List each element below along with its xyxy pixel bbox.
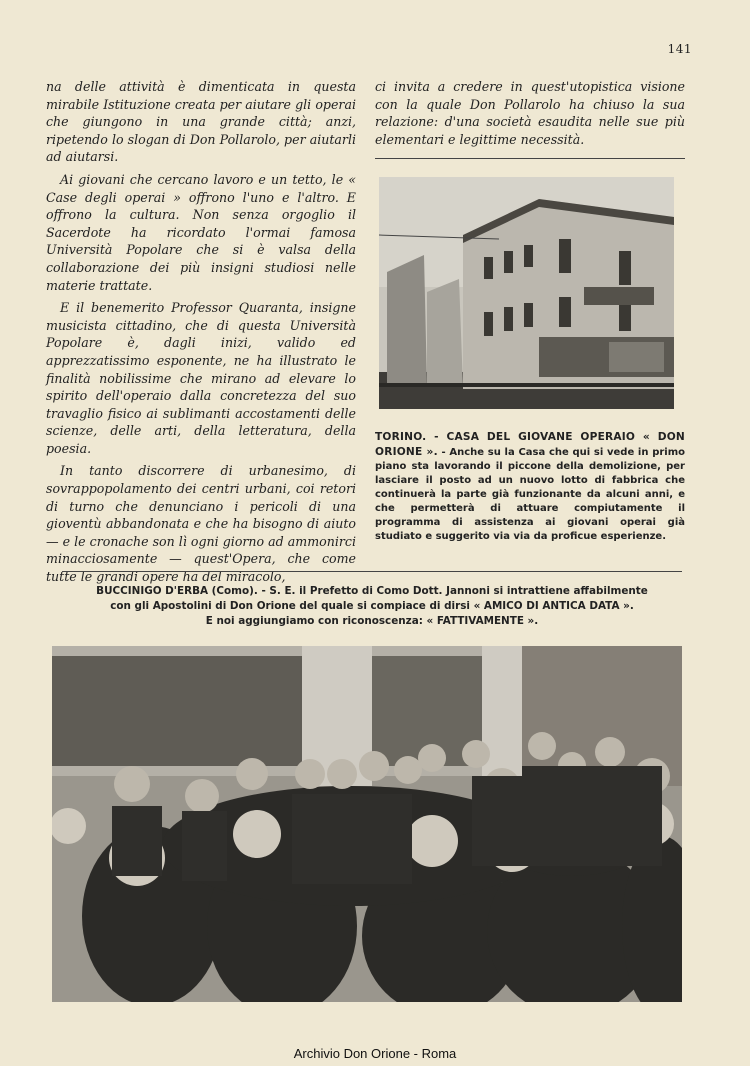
paragraph: In tanto discorrere di urbanesimo, di sovrappopolamento dei centri urbani, coi retori di turno che denunciano i pericoli di una gioventù abbandonata e che ha bisogno di aiuto — e le cronache son lì ogni giorno ad ammonirci minacciosamente — quest'Opera, che come tutte le grandi opere ha del miracolo, <box>46 463 356 585</box>
archive-credit: Archivio Don Orione - Roma <box>293 1046 457 1061</box>
group-photo-caption <box>62 584 682 629</box>
paragraph: Ai giovani che cercano lavoro e un tetto, le « Case degli operai » offrono l'uno e l'altro. E offrono la cultura. Non senza orgoglio il Sacerdote ha ricordato l'ormai famosa Università Popolare che si è valsa della collaborazione dei più insigni studiosi nelle materie trattate. <box>46 171 356 293</box>
paragraph: na delle attività è dimenticata in questa mirabile Istituzione creata per aiutare gli operai che giungono in una grande città; anzi, ripetendo lo slogan di Don Pollarolo, per aiutarli ad aiutarsi. <box>46 79 356 165</box>
caption-line: E noi aggiungiamo con riconoscenza: « FATTIVAMENTE ». <box>205 615 539 627</box>
page-number: 141 <box>667 42 692 56</box>
group-photo <box>52 646 682 1002</box>
caption-lead: TORINO. - CASA DEL GIOVANE OPERAIO « DON ORIONE ». <box>375 431 685 458</box>
building-photo <box>379 177 674 409</box>
building-photo-caption <box>375 430 685 544</box>
left-text-column <box>46 78 356 591</box>
paragraph: E il benemerito Professor Quaranta, insigne musicista cittadino, che di questa Università Popolare è, dagli inizi, valido ed apprezzatissimo esponente, ne ha illustrato le finalità nobilissime che mirano ad elevare lo spirito dell'operaio dalla concretezza del suo travaglio fisico ai sublimanti accostamenti delle scienze, delle arti, della letteratura, della poesia. <box>46 300 356 456</box>
caption-line: BUCCINIGO D'ERBA (Como). - S. E. il Prefetto di Como Dott. Jannoni si intrattiene affabilmente <box>96 585 648 597</box>
divider <box>62 571 682 572</box>
caption-body: - Anche su la Casa che qui si vede in primo piano sta lavorando il piccone della demolizione, per lasciare il posto ad un nuovo lotto di fabbrica che continuerà la parte già funzionante da alcuni anni, e che permetterà di attuare compiutamente il programma di assistenza ai giovani operai già studiato e suggerito via via da proficue esperienze. <box>375 447 685 542</box>
right-text-column: ci invita a credere in quest'utopistica visione con la quale Don Pollarolo ha chiuso la sua relazione: d'una società esaudita nelle sue più elementari e legittime necessità. <box>375 79 685 147</box>
divider <box>375 158 685 159</box>
caption-line: con gli Apostolini di Don Orione del quale si compiace di dirsi « AMICO DI ANTICA DATA ». <box>110 600 634 612</box>
